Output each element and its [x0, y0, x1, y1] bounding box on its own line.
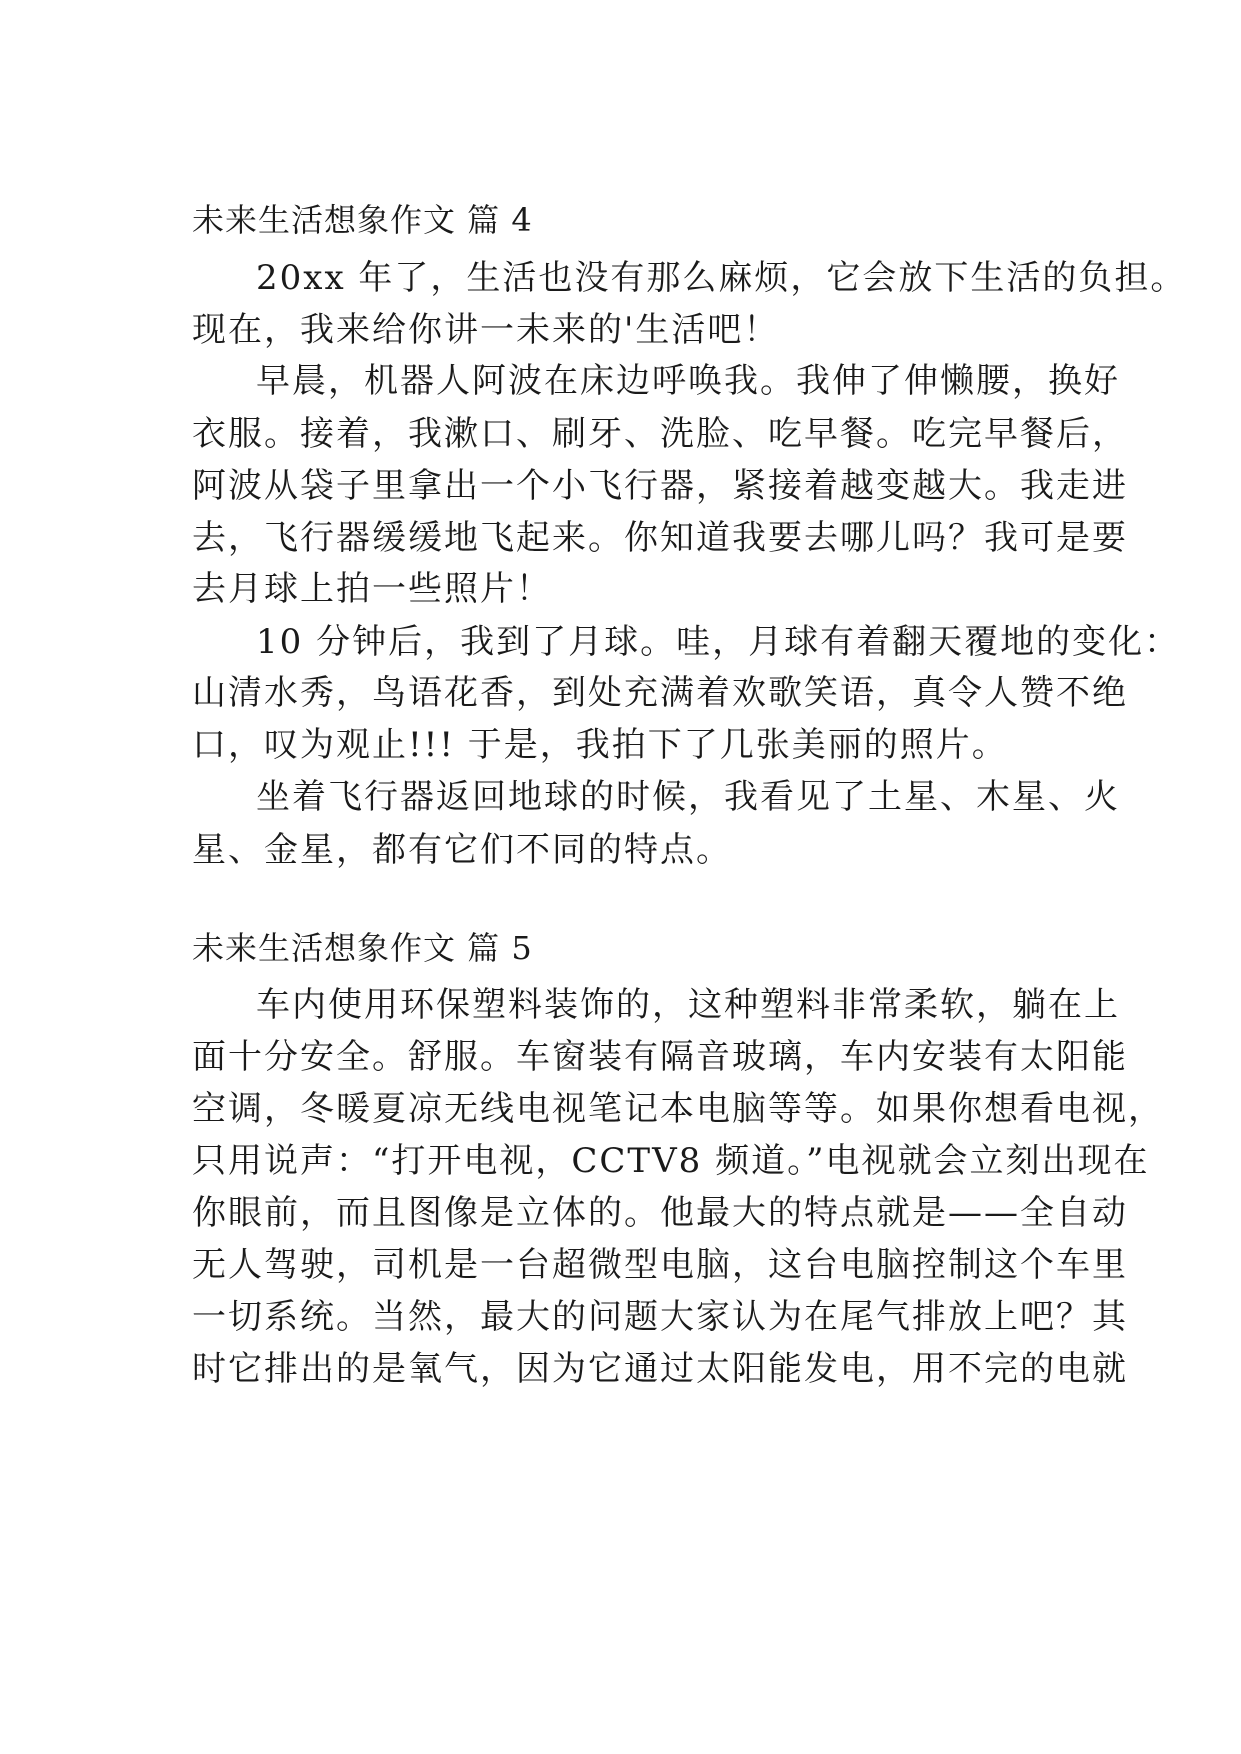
paragraph-line: 10 分钟后，我到了月球。哇，月球有着翻天覆地的变化：: [256, 622, 1181, 662]
paragraph-line: 山清水秀，鸟语花香，到处充满着欢歌笑语，真令人赞不绝: [192, 673, 1128, 713]
paragraph-line: 去月球上拍一些照片！: [192, 569, 552, 609]
paragraph-line: 现在，我来给你讲一未来的'生活吧！: [192, 310, 780, 350]
paragraph-line: 车内使用环保塑料装饰的，这种塑料非常柔软，躺在上: [256, 985, 1120, 1025]
paragraph-line: 时它排出的是氧气，因为它通过太阳能发电，用不完的电就: [192, 1349, 1128, 1389]
paragraph-line: 衣服。接着，我漱口、刷牙、洗脸、吃早餐。吃完早餐后，: [192, 414, 1128, 454]
paragraph-line: 无人驾驶，司机是一台超微型电脑，这台电脑控制这个车里: [192, 1245, 1128, 1285]
section-title: 未来生活想象作文 篇 4: [192, 201, 533, 239]
paragraph-line: 20xx 年了，生活也没有那么麻烦，它会放下生活的负担。: [256, 258, 1187, 298]
paragraph-line: 早晨，机器人阿波在床边呼唤我。我伸了伸懒腰，换好: [256, 361, 1120, 401]
paragraph-line: 去，飞行器缓缓地飞起来。你知道我要去哪儿吗？我可是要: [192, 518, 1128, 558]
section-title: 未来生活想象作文 篇 5: [192, 929, 533, 967]
paragraph-line: 面十分安全。舒服。车窗装有隔音玻璃，车内安装有太阳能: [192, 1037, 1128, 1077]
paragraph-line: 口，叹为观止!!! 于是，我拍下了几张美丽的照片。: [192, 725, 1008, 765]
paragraph-line: 只用说声：“打开电视，CCTV8 频道。”电视就会立刻出现在: [192, 1141, 1150, 1181]
paragraph-line: 空调，冬暖夏凉无线电视笔记本电脑等等。如果你想看电视，: [192, 1089, 1164, 1129]
paragraph-line: 阿波从袋子里拿出一个小飞行器，紧接着越变越大。我走进: [192, 466, 1128, 506]
paragraph-line: 一切系统。当然，最大的问题大家认为在尾气排放上吧？其: [192, 1297, 1128, 1337]
paragraph-line: 坐着飞行器返回地球的时候，我看见了土星、木星、火: [256, 777, 1120, 817]
paragraph-line: 你眼前，而且图像是立体的。他最大的特点就是——全自动: [192, 1193, 1128, 1233]
paragraph-line: 星、金星，都有它们不同的特点。: [192, 830, 732, 870]
